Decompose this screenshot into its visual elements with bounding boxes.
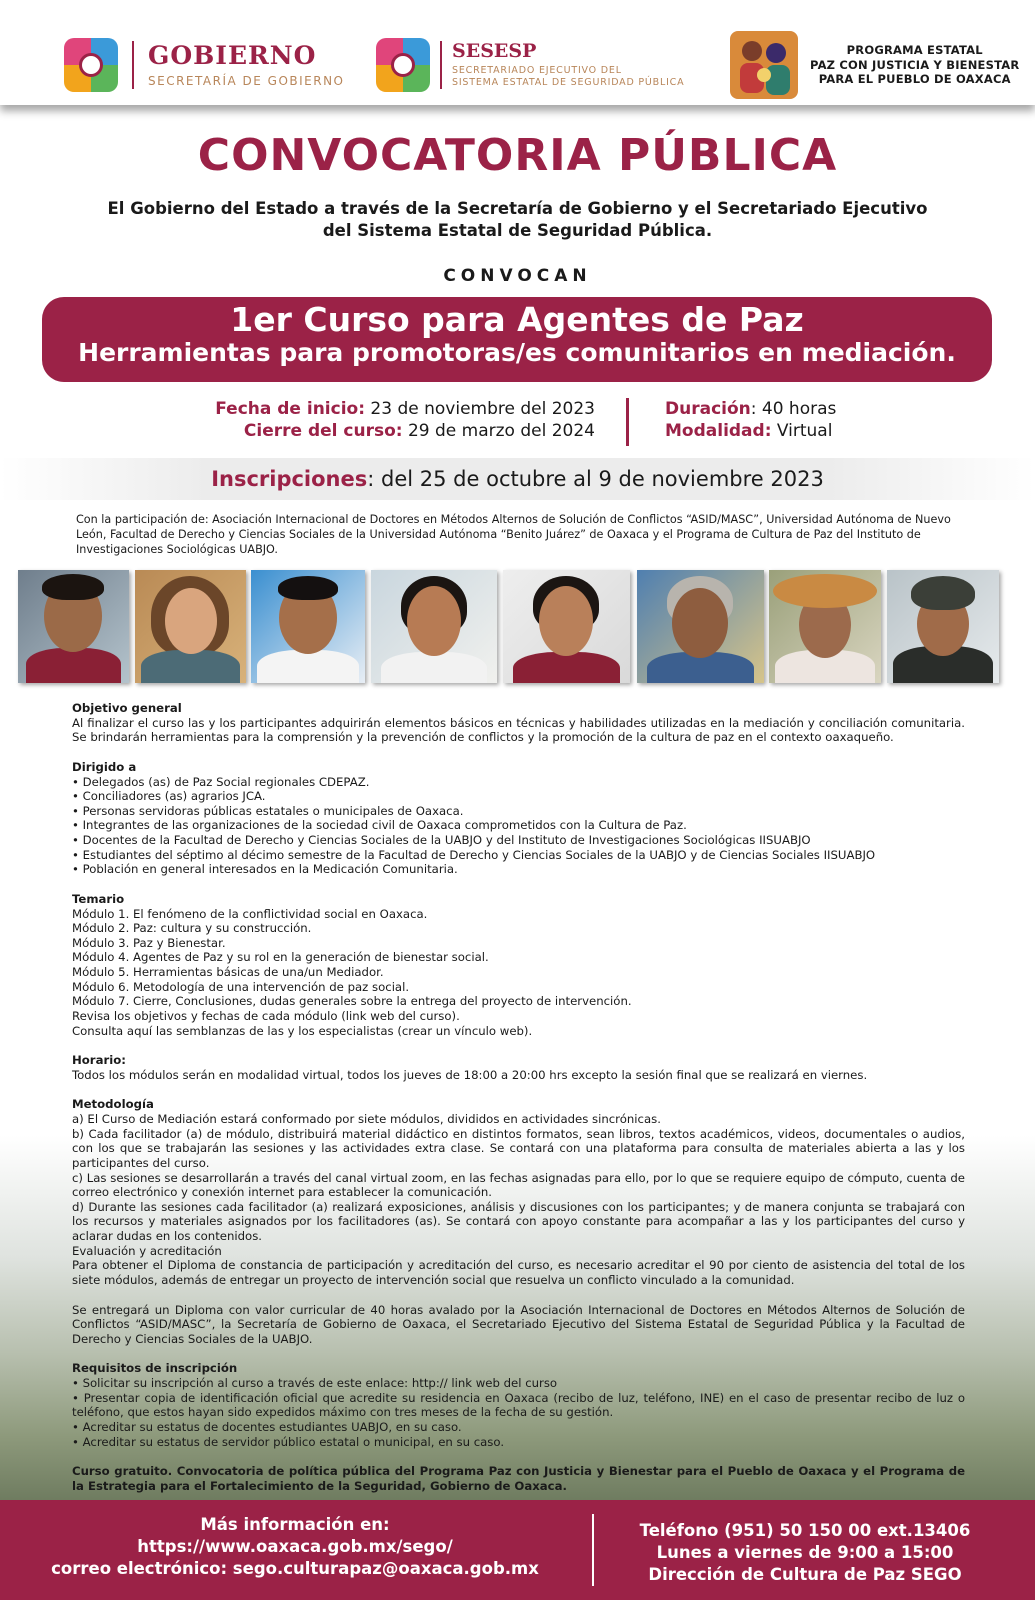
cierre-value: 29 de marzo del 2024 — [402, 421, 595, 442]
evaluacion-heading: Evaluación y acreditación — [72, 1243, 222, 1258]
speaker-photo-3 — [251, 570, 365, 683]
modalidad-label: Modalidad: — [665, 421, 772, 442]
course-banner — [42, 297, 992, 382]
dirigido-heading: Dirigido a — [72, 759, 137, 774]
participacion-text: Con la participación de: Asociación Internacional de Doctores en Métodos Alternos de Solución de Conflictos “ASID/MASC”, Universidad Autónoma de Nuevo León, Facultad de Derecho y Ciencias Sociales de la Universidad Autónoma “Benito Juárez” de Oaxaca y el Programa de Cultura de Paz del Instituto de Investigaciones Sociológicas UABJO. — [76, 513, 951, 556]
gobierno-logo — [64, 30, 345, 100]
course-dates — [0, 398, 1035, 446]
requisitos-item: • Presentar copia de identificación oficial que acredite su residencia en Oaxaca (recibo de luz, teléfono, INE) en el caso de presentar recibo de luz o teléfono, que estos hayan sido expedidos máximo con tres meses de la fecha de su gestión. — [72, 1390, 965, 1420]
speaker-photo-8 — [887, 570, 999, 683]
programa-line-3: PARA EL PUEBLO DE OAXACA — [818, 72, 1011, 87]
intro-line-1: El Gobierno del Estado a través de la Secretaría de Gobierno y el Secretariado Ejecutivo — [107, 199, 928, 218]
temario-item: Módulo 5. Herramientas básicas de una/un Mediador. — [72, 965, 384, 979]
sesesp-title: SESESP — [452, 39, 537, 62]
department-name: Dirección de Cultura de Paz SEGO — [648, 1564, 962, 1584]
dirigido-item: • Estudiantes del séptimo al décimo semestre de la Facultad de Derecho y Ciencias Sociales de la UABJO y de Ciencias Sociales IISUABJO — [72, 847, 876, 862]
intro-text — [0, 198, 1035, 243]
metodologia-item: c) Las sesiones se desarrollarán a través del canal virtual zoom, en las fechas asignadas para ello, por lo que se requiere equipo de cómputo, cuenta de correo electrónico y conexión internet para establecer la comunicación. — [72, 1170, 965, 1200]
inicio-label: Fecha de inicio: — [215, 399, 366, 419]
cierre-label: Cierre del curso: — [243, 421, 403, 442]
temario-item: Módulo 4. Agentes de Paz y su rol en la generación de bienestar social. — [72, 950, 489, 965]
metodologia-item: a) El Curso de Mediación estará conformado por siete módulos, divididos en actividades sincrónicas. — [72, 1112, 661, 1126]
footer — [0, 1500, 1035, 1600]
footer-divider — [592, 1514, 594, 1586]
horario-text: Todos los módulos serán en modalidad virtual, todos los jueves de 18:00 a 20:00 hrs excepto la sesión final que se realizará en viernes. — [72, 1067, 868, 1082]
sesesp-subtitle-1: SECRETARIADO EJECUTIVO DEL — [452, 64, 622, 76]
inicio-value: 23 de noviembre del 2023 — [365, 399, 595, 419]
gobierno-subtitle: SECRETARÍA DE GOBIERNO — [148, 73, 345, 88]
email-link[interactable]: correo electrónico: sego.culturapaz@oaxaca.gob.mx — [51, 1558, 539, 1578]
website-link[interactable]: https://www.oaxaca.gob.mx/sego/ — [137, 1536, 453, 1556]
temario-item: Módulo 1. El fenómeno de la conflictividad social en Oaxaca. — [72, 906, 428, 921]
requisitos-item: • Acreditar su estatus de servidor público estatal o municipal, en su caso. — [72, 1434, 505, 1449]
requisitos-link-item[interactable]: • Solicitar su inscripción al curso a través de este enlace: http:// link web del curso — [72, 1376, 558, 1390]
duracion-value: : 40 horas — [750, 399, 837, 419]
temario-item: Módulo 7. Cierre, Conclusiones, dudas generales sobre la entrega del proyecto de intervención. — [72, 994, 632, 1009]
speaker-photos — [18, 570, 1018, 683]
metodologia-item: b) Cada facilitador (a) de módulo, distribuirá material didáctico en distintos formatos, sean libros, textos académicos, videos, documentales o audios, con los que se trabajarán las sesiones y las actividades extra clase. Se contará con una plataforma para consulta de materiales abierta a las y los participantes del curso. — [72, 1126, 965, 1170]
dirigido-item: • Conciliadores (as) agrarios JCA. — [72, 789, 266, 804]
convocatoria-body — [72, 701, 965, 1493]
metodologia-item: d) Durante las sesiones cada facilitador (a) realizará exposiciones, análisis y discusiones con los participantes; y de manera conjunta se trabajará con los recursos y materiales asignados por los facilitadores (as). Se contará con apoyo constante para acompañar a las y los participantes del curso y aclarar dudas en los contenidos. — [72, 1199, 965, 1243]
dirigido-item: • Personas servidoras públicas estatales o municipales de Oaxaca. — [72, 803, 464, 818]
dirigido-item: • Integrantes de las organizaciones de la sociedad civil de Oaxaca comprometidos con la Cultura de Paz. — [72, 818, 687, 833]
page-title: CONVOCATORIA PÚBLICA — [197, 130, 838, 181]
diploma-text: Se entregará un Diploma con valor curricular de 40 horas avalado por la Asociación Internacional de Doctores en Métodos Alternos de Solución de Conflictos “ASID/MASC”, la Secretaría de Gobierno de Oaxaca, el Secretariado Ejecutivo del Sistema Estatal de Seguridad Pública y la Facultad de Derecho y Ciencias Sociales de la UABJO. — [72, 1302, 965, 1346]
temario-item: Módulo 2. Paz: cultura y su construcción. — [72, 921, 312, 936]
requisitos-heading: Requisitos de inscripción — [72, 1361, 238, 1376]
temario-link[interactable]: Revisa los objetivos y fechas de cada módulo (link web del curso). — [72, 1008, 460, 1023]
horario-heading: Horario: — [72, 1053, 126, 1068]
temario-item: Módulo 3. Paz y Bienestar. — [72, 935, 226, 950]
inscripciones-label: Inscripciones — [211, 467, 368, 491]
speaker-photo-5 — [503, 570, 630, 683]
sesesp-logo — [376, 30, 684, 100]
closing-text: Curso gratuito. Convocatoria de política pública del Programa Paz con Justicia y Bienestar para el Pueblo de Oaxaca y el Programa de la Estrategia para el Fortalecimiento de la Seguridad, Gobierno de Oaxaca. — [72, 1464, 965, 1493]
inscripciones-bar — [0, 458, 1035, 500]
metodologia-heading: Metodología — [72, 1097, 154, 1112]
sesesp-subtitle-2: SISTEMA ESTATAL DE SEGURIDAD PÚBLICA — [452, 76, 685, 88]
programa-line-2: PAZ CON JUSTICIA Y BIENESTAR — [810, 57, 1020, 72]
phone-text: Teléfono (951) 50 150 00 ext.13406 — [639, 1521, 971, 1540]
inscripciones-value: : del 25 de octubre al 9 de noviembre 2023 — [367, 467, 824, 491]
intro-line-2: del Sistema Estatal de Seguridad Pública. — [322, 221, 713, 241]
programa-emblem-icon — [730, 31, 798, 99]
header — [0, 0, 1035, 105]
speaker-photo-7 — [769, 570, 881, 683]
temario-link[interactable]: Consulta aquí las semblanzas de las y los especialistas (crear un vínculo web). — [72, 1023, 533, 1038]
modalidad-value: Virtual — [771, 421, 833, 442]
speaker-photo-6 — [637, 570, 764, 683]
convocan-label: CONVOCAN — [443, 266, 592, 286]
office-hours: Lunes a viernes de 9:00 a 15:00 — [656, 1542, 954, 1562]
speaker-photo-2 — [135, 570, 246, 683]
objetivo-heading: Objetivo general — [72, 701, 182, 715]
objetivo-text: Al finalizar el curso las y los participantes adquirirán elementos básicos en técnicas y habilidades utilizadas en la mediación y conciliación comunitaria. Se brindarán herramientas para la comprensión y la prevención de conflictos y la promoción de la cultura de paz en el contexto oaxaqueño. — [72, 715, 965, 745]
course-subtitle: Herramientas para promotoras/es comunitarios en mediación. — [78, 337, 956, 367]
evaluacion-text: Para obtener el Diploma de constancia de participación y acreditación del curso, es necesario acreditar el 90 por ciento de asistencia del total de los siete módulos, además de entregar un proyecto de intervención social que resuelva un conflicto vinculado a la comunidad. — [72, 1258, 965, 1287]
programa-logo — [730, 30, 1019, 100]
oaxaca-emblem-icon — [376, 38, 430, 92]
duracion-label: Duración — [665, 399, 751, 419]
gobierno-title: GOBIERNO — [148, 40, 317, 70]
temario-item: Módulo 6. Metodología de una intervención de paz social. — [72, 979, 410, 994]
programa-line-1: PROGRAMA ESTATAL — [846, 43, 983, 58]
temario-heading: Temario — [72, 891, 125, 906]
course-title: 1er Curso para Agentes de Paz — [230, 300, 804, 339]
speaker-photo-4 — [371, 570, 497, 683]
requisitos-item: • Acreditar su estatus de docentes estudiantes UABJO, en su caso. — [72, 1419, 462, 1434]
oaxaca-emblem-icon — [64, 38, 118, 92]
dirigido-item: • Docentes de la Facultad de Derecho y Ciencias Sociales de la UABJO y del Instituto de Investigaciones Sociológicas IISUABJO — [72, 833, 811, 847]
dirigido-item: • Delegados (as) de Paz Social regionales CDEPAZ. — [72, 774, 370, 789]
dirigido-item: • Población en general interesados en la Medicación Comunitaria. — [72, 862, 458, 877]
speaker-photo-1 — [18, 570, 129, 683]
mas-info-label: Más información en: — [200, 1515, 390, 1534]
dates-divider — [626, 398, 629, 446]
